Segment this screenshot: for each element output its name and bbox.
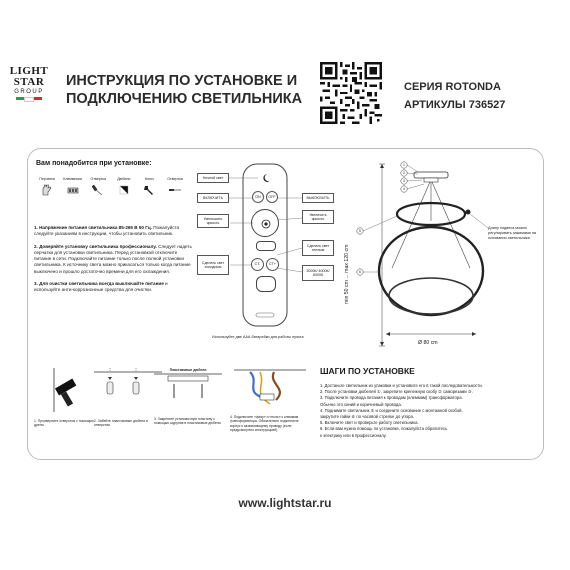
callout-off <box>302 193 334 203</box>
ct-plus-label: CT+ <box>269 262 276 267</box>
callout-cold <box>197 255 229 275</box>
logo-line-star: STAR <box>13 76 45 88</box>
ct-minus-button[interactable] <box>251 258 264 271</box>
step-line: 4. Поднимите светильник ⑤ и соедините основание с монтажной скобой, <box>320 407 463 413</box>
step-line: 6. Если вам нужна помощь по установке, пожалуйста обратитесь <box>320 426 448 432</box>
tool-wrench <box>138 177 160 196</box>
tool-label: Дюбели <box>117 177 131 181</box>
brand-logo <box>8 66 50 102</box>
callout-text: 3000К/ 4000К/ 6000К <box>306 268 330 277</box>
step-line: закрутите гайки ⑥ по часовой стрелке до упора. <box>320 414 414 420</box>
callout-num-1: 1 <box>403 163 405 168</box>
on-button-label: ON <box>255 194 261 199</box>
note-2-text: Следует надеть перчатки для установки светильника. Перед установкой отключите питание в сети. Подключайте питание только после полной установки светильника. К источнику света можно прикасаться только когда питание выключено и прошло достаточно времени для его охлаждения. <box>34 243 192 274</box>
series-name: СЕРИЯ ROTONDA <box>404 81 501 93</box>
brightness-icon <box>252 210 280 238</box>
series-info <box>404 78 505 114</box>
callout-text: Уменьшить яркость <box>203 216 223 225</box>
step-line: Обычно это синий и коричневый провода. <box>320 401 402 407</box>
page-title <box>66 72 316 108</box>
title-line-1: ИНСТРУКЦИЯ ПО УСТАНОВКЕ И <box>66 73 298 89</box>
callout-dim-up <box>302 210 334 224</box>
tools-heading: Вам понадобится при установке: <box>36 160 152 167</box>
brightness-wheel[interactable] <box>251 209 279 237</box>
note-3 <box>34 281 194 294</box>
callout-text: ВКЛЮЧИТЬ <box>203 195 223 200</box>
website-link[interactable]: www.lightstar.ru <box>238 496 332 510</box>
dowel-insert-icon <box>94 368 162 412</box>
callout-dim-down <box>197 214 229 228</box>
tool-label: Перчатки <box>39 177 55 181</box>
install-step-3 <box>154 368 222 446</box>
tool-dowels <box>113 177 135 196</box>
remote-caption: Используйте две ААА батарейки для работы пульта <box>212 335 304 339</box>
callout-temps <box>302 265 334 281</box>
note-1-text: Пожалуйста следуйте указаниям в инструкции, чтобы установить светильник. <box>34 225 180 237</box>
install-step-1 <box>34 368 102 446</box>
off-button[interactable] <box>266 191 278 203</box>
tool-label: Отвертка <box>90 177 106 181</box>
mode-button[interactable] <box>256 241 276 251</box>
note-3-bold: 3. Для очистки светильника всегда выключайте питание <box>34 281 164 287</box>
install-caption: 2. Забейте пластиковые дюбеля в отверстия. <box>94 419 148 428</box>
on-button[interactable] <box>252 191 264 203</box>
ct-plus-button[interactable] <box>266 258 279 271</box>
ct-minus-label: CT- <box>254 262 261 267</box>
callout-num-3: 3 <box>403 179 405 184</box>
tool-label: Отвертка <box>167 177 183 181</box>
steps-list <box>320 383 540 439</box>
step-line: 5. Включите свет и проверьте работу светильника. <box>320 420 419 426</box>
qr-code-icon <box>320 62 382 124</box>
screwdriver-icon <box>92 184 104 196</box>
tool-label: Ключ <box>145 177 154 181</box>
title-line-2: ПОДКЛЮЧЕНИЮ СВЕТИЛЬНИКА <box>66 91 303 107</box>
moon-icon <box>258 171 274 183</box>
callout-text: Ночной свет <box>202 175 224 180</box>
install-step-4 <box>230 368 310 446</box>
height-dimension: min 50 cm ... max 120 cm <box>344 244 350 304</box>
callout-text: Сделать свет холодным <box>201 260 225 269</box>
suspension-note: Длину подвеса можно регулировать зажимами на основании светильника <box>488 226 536 240</box>
step-line: к электрику или в профессионалу. <box>320 432 387 438</box>
article-number: АРТИКУЛЫ 736527 <box>404 99 506 111</box>
callout-num-4: 4 <box>403 187 405 192</box>
drill-icon <box>34 368 102 412</box>
note-3-text: и используйте анти-коррозионные средства для очистки. <box>34 281 168 293</box>
install-header: Пластиковые дюбели <box>169 368 207 372</box>
gloves-icon <box>41 184 53 196</box>
note-1 <box>34 225 194 238</box>
callout-night-light <box>197 173 229 183</box>
install-caption: 3. Закрепите установочную пластину с помощью шурупов в пластиковые дюбели. <box>154 417 222 426</box>
screwdriver-icon <box>169 184 181 196</box>
steps-title: ШАГИ ПО УСТАНОВКЕ <box>320 366 415 376</box>
safety-notes <box>34 225 194 300</box>
step-line: 3. Подключите провода питания к проводам (клеммам) трансформатора. <box>320 395 463 401</box>
callout-num-5: 5 <box>359 229 361 234</box>
callout-on <box>197 193 229 203</box>
note-2-bold: 2. Доверяйте установку светильника профессионалу. <box>34 243 157 249</box>
mounting-plate-icon <box>154 372 222 410</box>
callout-warm <box>302 240 334 256</box>
install-step-2 <box>94 368 162 446</box>
dowel-icon <box>118 184 130 196</box>
tool-label: Клеммники <box>63 177 82 181</box>
install-caption: 4. Подключите «фазу» и «ноль» к клеммам трансформатора. Обязательно подключите корпус к заземляющему проводу (если предусмотрено конструкцией) <box>230 415 299 433</box>
callout-num-6: 6 <box>359 270 361 275</box>
tool-screwdriver <box>87 177 109 196</box>
off-button-label: OFF <box>268 194 276 199</box>
callout-text: Увеличить яркость <box>309 212 327 221</box>
callout-text: Сделать свет теплым <box>306 243 330 252</box>
callout-num-2: 2 <box>403 171 405 176</box>
note-2 <box>34 244 194 275</box>
step-line: 1. Достаньте светильник из упаковки и установите его в такой последовательности. <box>320 383 483 388</box>
adjust-clamp-icon <box>466 210 471 215</box>
terminal-block-icon <box>67 184 79 196</box>
tools-list <box>36 177 186 196</box>
timer-button[interactable] <box>256 276 276 292</box>
note-1-bold: 1. Напряжение питания светильника 85-265 В 50 Гц. <box>34 225 152 230</box>
install-caption: 1. Просверлите отверстия с помощью дрели. <box>34 419 94 428</box>
tool-terminals <box>62 177 84 196</box>
diameter-dimension: Ø 80 cm <box>418 340 438 346</box>
step-line: 2. После установки дюбелей ①, закрепите крепежную скобу ② саморезами ③. <box>320 389 473 395</box>
callout-text: ВЫКЛЮЧИТЬ <box>306 195 330 200</box>
wiring-icon <box>230 368 310 408</box>
tool-gloves <box>36 177 58 196</box>
wrench-icon <box>143 184 155 196</box>
tool-screwdriver-2 <box>164 177 186 196</box>
logo-line-group: GROUP <box>14 89 44 95</box>
logo-line-light: LIGHT <box>9 65 49 77</box>
italian-flag-icon <box>8 97 50 102</box>
chandelier-diagram <box>352 156 542 356</box>
